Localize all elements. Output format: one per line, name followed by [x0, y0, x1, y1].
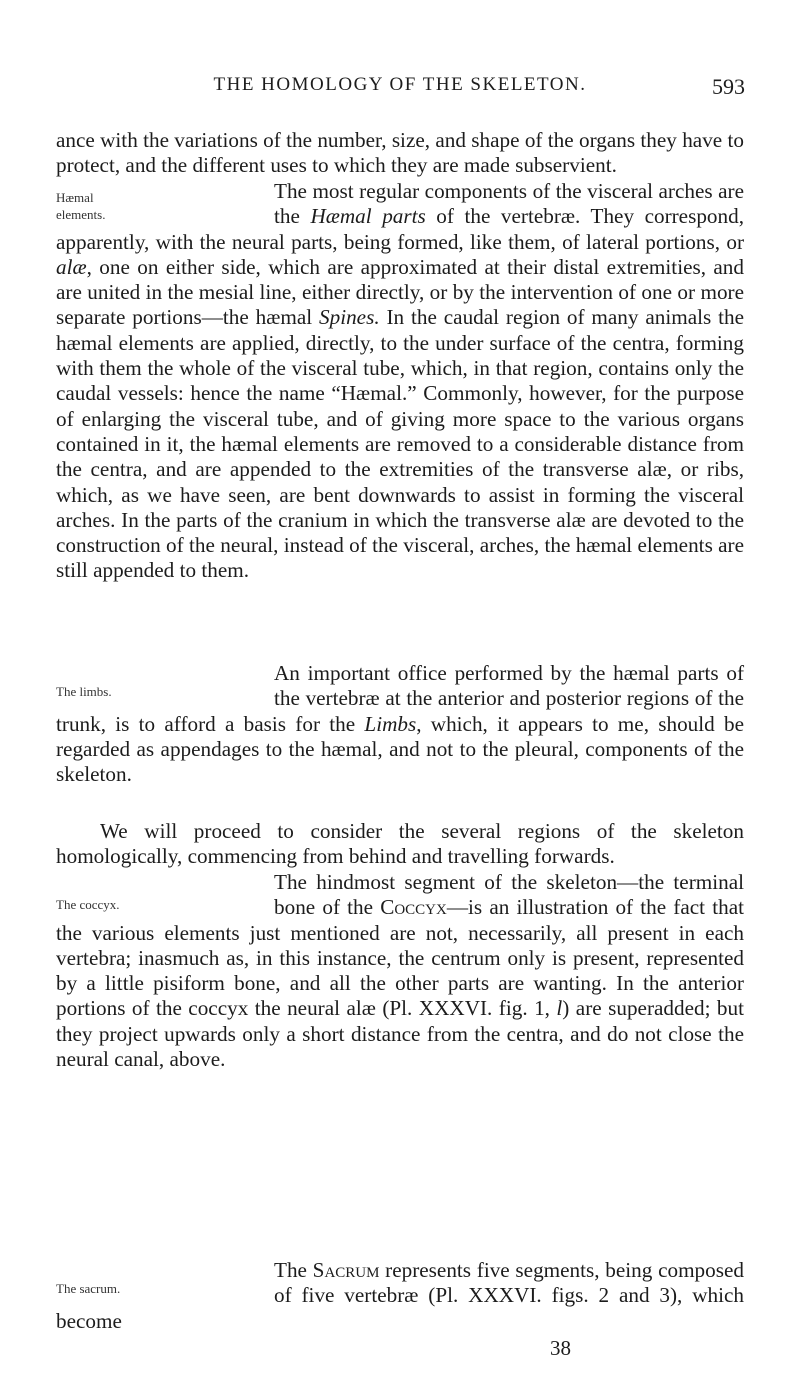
paragraph-5 — [56, 870, 744, 1072]
page-header — [0, 74, 800, 104]
paragraph-1 — [56, 128, 744, 179]
paragraph-2 — [56, 179, 744, 584]
side-note-sacrum-text: The sacrum. — [56, 1281, 121, 1296]
sacrum-smallcaps: Sacrum — [312, 1258, 380, 1282]
coccyx-smallcaps: Coccyx — [380, 895, 447, 920]
paragraph-1-text: ance with the variations of the number, size, and shape of the organs they have to protect, and the different uses to which they are made subservient. — [56, 128, 744, 178]
paragraph-5-start: The hindmost segment of the skeleton—the terminal bone of the — [274, 870, 744, 920]
paragraph-6 — [56, 1258, 744, 1334]
paragraph-5-part2: ) are superadded; but they project upwards only a short distance from the centra, and do not close the neural canal, above. — [56, 996, 744, 1072]
signature-mark: 38 — [550, 1336, 571, 1360]
spines-italic: Spines. — [319, 305, 380, 330]
haemal-parts-italic: Hæmal parts — [310, 204, 426, 229]
side-note-limbs-text: The limbs. — [56, 684, 112, 699]
paragraph-4-text: We will proceed to consider the several regions of the skeleton homologically, commencing from behind and travelling forwards. — [56, 819, 744, 869]
paragraph-5-part1: —is an illustration of the fact that the various elements just mentioned are not, necessarily, all present in each vertebra; inasmuch as, in this instance, the centrum only is present, represented by a little pisiform bone, and all the other parts are wanting. In the anterior portions of the coccyx the neural alæ (Pl. XXXVI. fig. 1, — [56, 895, 744, 1021]
paragraph-6-rest: represents five segments, being composed of five vertebræ (Pl. XXXVI. figs. 2 and 3), which become — [56, 1258, 744, 1333]
paragraph-2-start: The most regular components of the visceral arches are the — [274, 179, 744, 229]
paragraph-3-start: An important office performed by the hæmal parts of the vertebræ at the anterior and posterior regions of the trunk, is to afford a basis for the — [56, 661, 744, 736]
paragraph-2-part3: In the caudal region of many animals the hæmal elements are applied, directly, to the under surface of the centra, forming with them the whole of the visceral tube, which, in that region, contains only the caudal vessels: hence the name “Hæmal.” Commonly, however, for the purpose of enlarging the visceral tube, and of giving more space to the various organs contained in it, the hæmal elements are removed to a considerable distance from the centra, and are appended to the extremities of the transverse alæ, or ribs, which, as we have seen, are bent downwards to assist in forming the visceral arches. In the parts of the cranium in which the transverse alæ are devoted to the construction of the neural, instead of the visceral, arches, the hæmal elements are still appended to them. — [56, 305, 744, 583]
alae-italic: alæ — [56, 254, 87, 279]
side-note-coccyx-text: The coccyx. — [56, 897, 120, 912]
paragraph-3-rest: , which, it appears to me, should be regarded as appendages to the hæmal, and not to the pleural, components of the skeleton. — [56, 711, 744, 787]
paragraph-3 — [56, 661, 744, 787]
page-number: 593 — [712, 74, 745, 99]
running-head: THE HOMOLOGY OF THE SKELETON. — [213, 74, 587, 95]
paragraph-6-start: The — [274, 1258, 313, 1282]
paragraph-2-part1: of the vertebræ. They correspond, apparently, with the neural parts, being formed, like them, of lateral portions, or — [56, 204, 745, 254]
paragraph-2-part2: , one on either side, which are approximated at their distal extremities, and are united in the mesial line, either directly, or by the intervention of one or more separate portions—the hæmal — [56, 254, 744, 330]
fig-l-italic: l — [556, 996, 563, 1021]
limbs-italic: Limbs — [364, 711, 417, 736]
paragraph-4 — [56, 819, 744, 870]
side-note-haemal-line2: elements. — [56, 207, 106, 222]
side-note-haemal-line1: Hæmal — [56, 190, 94, 205]
